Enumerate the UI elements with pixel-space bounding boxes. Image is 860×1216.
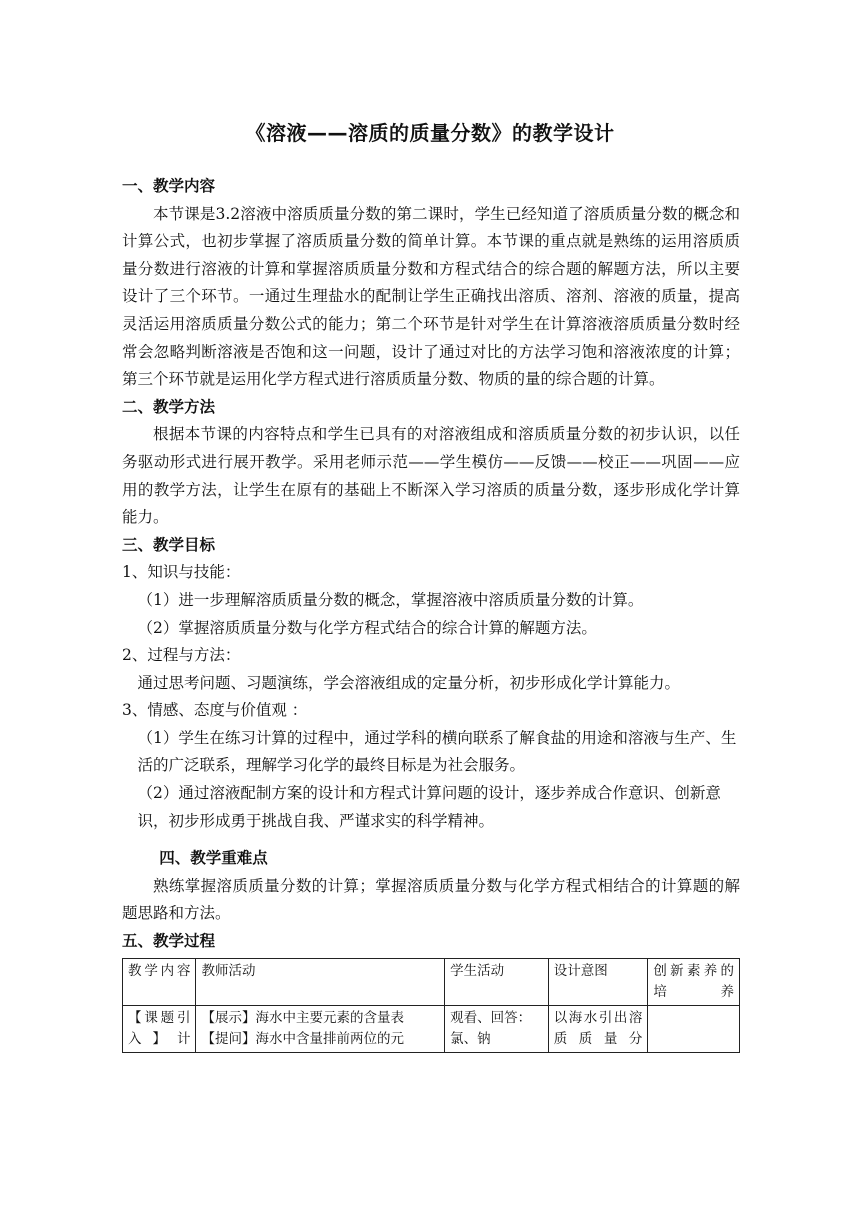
document-title: 《溶液——溶质的质量分数》的教学设计 [245,121,615,145]
table-cell [196,1005,445,1052]
section-heading-content: 一、教学内容 [122,177,216,195]
table-row [123,1005,740,1052]
table-cell: 【课题引入】计 [123,1005,196,1052]
document-body [122,173,740,1053]
table-header-cell: 学生活动 [445,958,549,1005]
section-heading-goals: 三、教学目标 [122,535,216,554]
table-header-cell: 教学内容 [123,958,196,1005]
section-heading-keypoints: 四、教学重难点 [159,849,268,868]
table-header-cell: 设计意图 [548,958,648,1005]
goal-subheading-knowledge: 1、知识与技能： [122,563,241,582]
table-cell-line: 【展示】海水中主要元素的含量表 [201,1009,404,1026]
goal-item: （2）通过溶液配制方案的设计和方程式计算问题的设计，逐步养成合作意识、创新意识，初步形成勇于挑战自我、严谨求实的科学精神。 [137,784,721,830]
section-heading-method: 二、教学方法 [122,397,216,416]
goal-subheading-process: 2、过程与方法： [122,646,241,665]
table-cell-line: 【提问】海水中含量排前两位的元 [201,1030,404,1047]
goal-subheading-attitude: 3、情感、态度与价值观 ： [122,701,308,720]
goal-item: （1）学生在练习计算的过程中，通过学科的横向联系了解食盐的用途和溶液与生产、生活的广泛联系，理解学习化学的最终目标是为社会服务。 [137,728,737,775]
table-header-cell: 教师活动 [196,958,445,1005]
section-paragraph-keypoints: 熟练掌握溶质质量分数的计算；掌握溶质质量分数与化学方程式相结合的计算题的解题思路和方法。 [122,876,740,923]
process-table [122,958,740,1053]
section-paragraph-method: 根据本节课的内容特点和学生已具有的对溶液组成和溶质质量分数的初步认识，以任务驱动形式进行展开教学。采用老师示范——学生模仿——反馈——校正——巩固——应用的教学方法，让学生在原有的基础上不断深入学习溶质的质量分数，逐步形成化学计算能力。 [122,425,740,527]
table-cell: 观看、回答：氯、钠 [445,1005,549,1052]
goal-item: 通过思考问题、习题演练，学会溶液组成的定量分析，初步形成化学计算能力。 [137,673,681,692]
section-heading-process: 五、教学过程 [122,932,216,951]
goal-item: （1）进一步理解溶质质量分数的概念，掌握溶液中溶质质量分数的计算。 [137,590,644,609]
section-paragraph-content: 本节课是3.2溶液中溶质质量分数的第二课时，学生已经知道了溶质质量分数的概念和计算公式，也初步掌握了溶质质量分数的简单计算。本节课的重点就是熟练的运用溶质质量分数进行溶液的计算和掌握溶质质量分数和方程式结合的综合题的解题方法，所以主要设计了三个环节。一通过生理盐水的配制让学生正确找出溶质、溶剂、溶液的质量，提高灵活运用溶质质量分数公式的能力；第二个环节是针对学生在计算溶液溶质质量分数时经常会忽略判断溶液是否饱和这一问题，设计了通过对比的方法学习饱和溶液浓度的计算；第三个环节就是运用化学方程式进行溶质质量分数、物质的量的综合题的计算。 [122,204,740,389]
table-header-cell: 创新素养的培养 [648,958,740,1005]
table-header-row [123,958,740,1005]
table-cell [648,1005,740,1052]
table-cell: 以海水引出溶质质量分 [548,1005,648,1052]
goal-item: （2）掌握溶质质量分数与化学方程式结合的综合计算的解题方法。 [137,618,597,637]
